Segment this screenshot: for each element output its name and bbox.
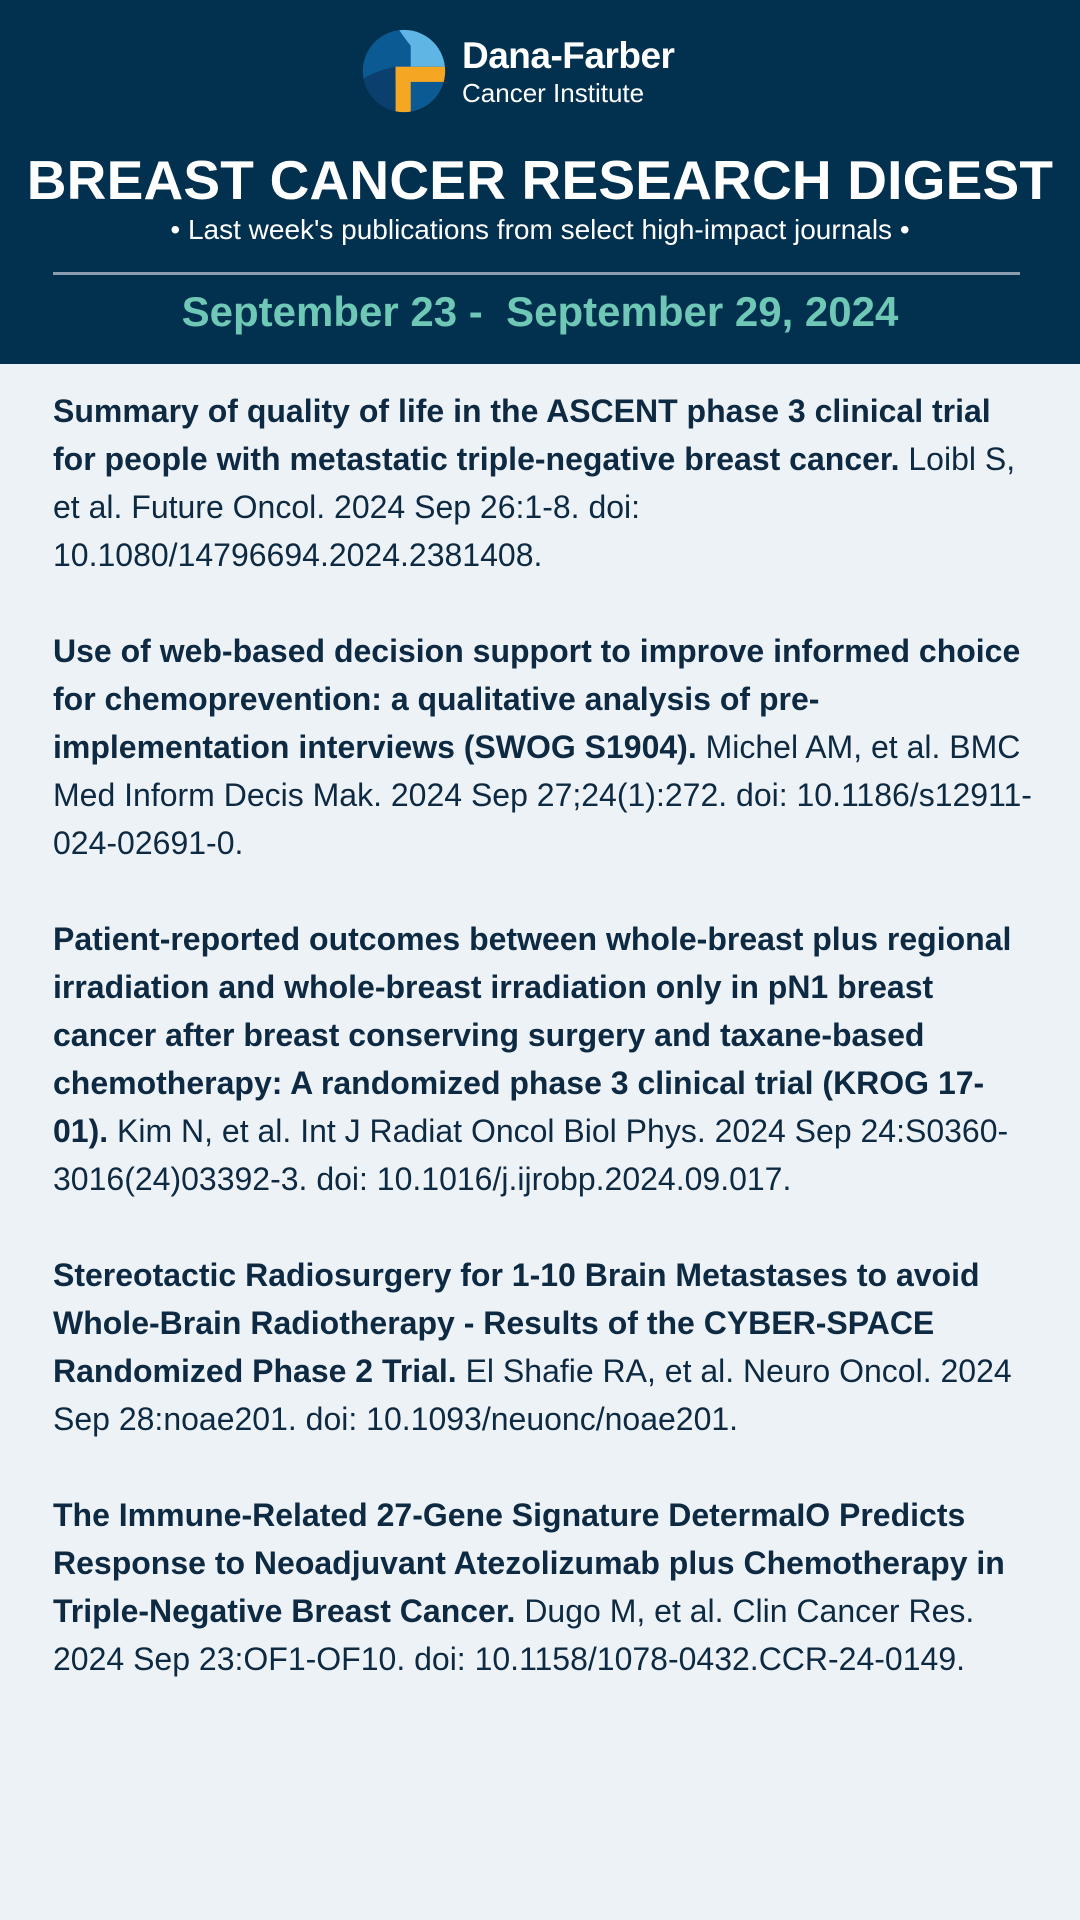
article-title: Use of web-based decision support to improve informed choice for chemoprevention: a qualitative analysis of pre-implementation interviews (SWOG S1904). xyxy=(53,633,1021,765)
digest-title: BREAST CANCER RESEARCH DIGEST xyxy=(26,149,1054,211)
article-citation: Loibl S, et al. Future Oncol. 2024 Sep 26:1-8. doi: 10.1080/14796694.2024.2381408. xyxy=(53,441,1016,573)
article-citation: Kim N, et al. Int J Radiat Oncol Biol Phys. 2024 Sep 24:S0360-3016(24)03392-3. doi: 10.1016/j.ijrobp.2024.09.017. xyxy=(53,1113,1009,1197)
digest-subtitle: • Last week's publications from select high-impact journals • xyxy=(170,214,910,245)
article-citation: Michel AM, et al. BMC Med Inform Decis Mak. 2024 Sep 27;24(1):272. doi: 10.1186/s12911-024-02691-0. xyxy=(53,729,1032,861)
digest-header xyxy=(0,0,1080,364)
article-list xyxy=(53,387,1033,1731)
article-citation: El Shafie RA, et al. Neuro Oncol. 2024 Sep 28:noae201. doi: 10.1093/neuonc/noae201. xyxy=(53,1353,1012,1437)
logo-subtitle: Cancer Institute xyxy=(462,77,645,108)
article-item xyxy=(53,1251,1033,1443)
date-range: September 23 - September 29, 2024 xyxy=(181,288,899,335)
article-item xyxy=(53,915,1033,1203)
article-title: Stereotactic Radiosurgery for 1-10 Brain Metastases to avoid Whole-Brain Radiotherapy - Results of the CYBER-SPACE Randomized Phase 2 Trial. xyxy=(53,1257,980,1389)
dana-farber-logo xyxy=(362,29,674,113)
article-title: Summary of quality of life in the ASCENT phase 3 clinical trial for people with metastatic triple-negative breast cancer. xyxy=(53,393,991,477)
article-item xyxy=(53,1491,1033,1683)
article-item xyxy=(53,627,1033,867)
header-divider xyxy=(53,272,1020,275)
article-title: The Immune-Related 27-Gene Signature DetermaIO Predicts Response to Neoadjuvant Atezolizumab plus Chemotherapy in Triple-Negative Breast Cancer. xyxy=(53,1497,1005,1629)
article-title: Patient-reported outcomes between whole-breast plus regional irradiation and whole-breast irradiation only in pN1 breast cancer after breast conserving surgery and taxane-based chemotherapy: A randomized phase 3 clinical trial (KROG 17-01). xyxy=(53,921,1012,1149)
logo-name: Dana-Farber xyxy=(462,34,675,76)
dana-farber-logo-icon xyxy=(362,29,446,113)
article-item xyxy=(53,387,1033,579)
article-citation: Dugo M, et al. Clin Cancer Res. 2024 Sep 23:OF1-OF10. doi: 10.1158/1078-0432.CCR-24-0149. xyxy=(53,1593,975,1677)
